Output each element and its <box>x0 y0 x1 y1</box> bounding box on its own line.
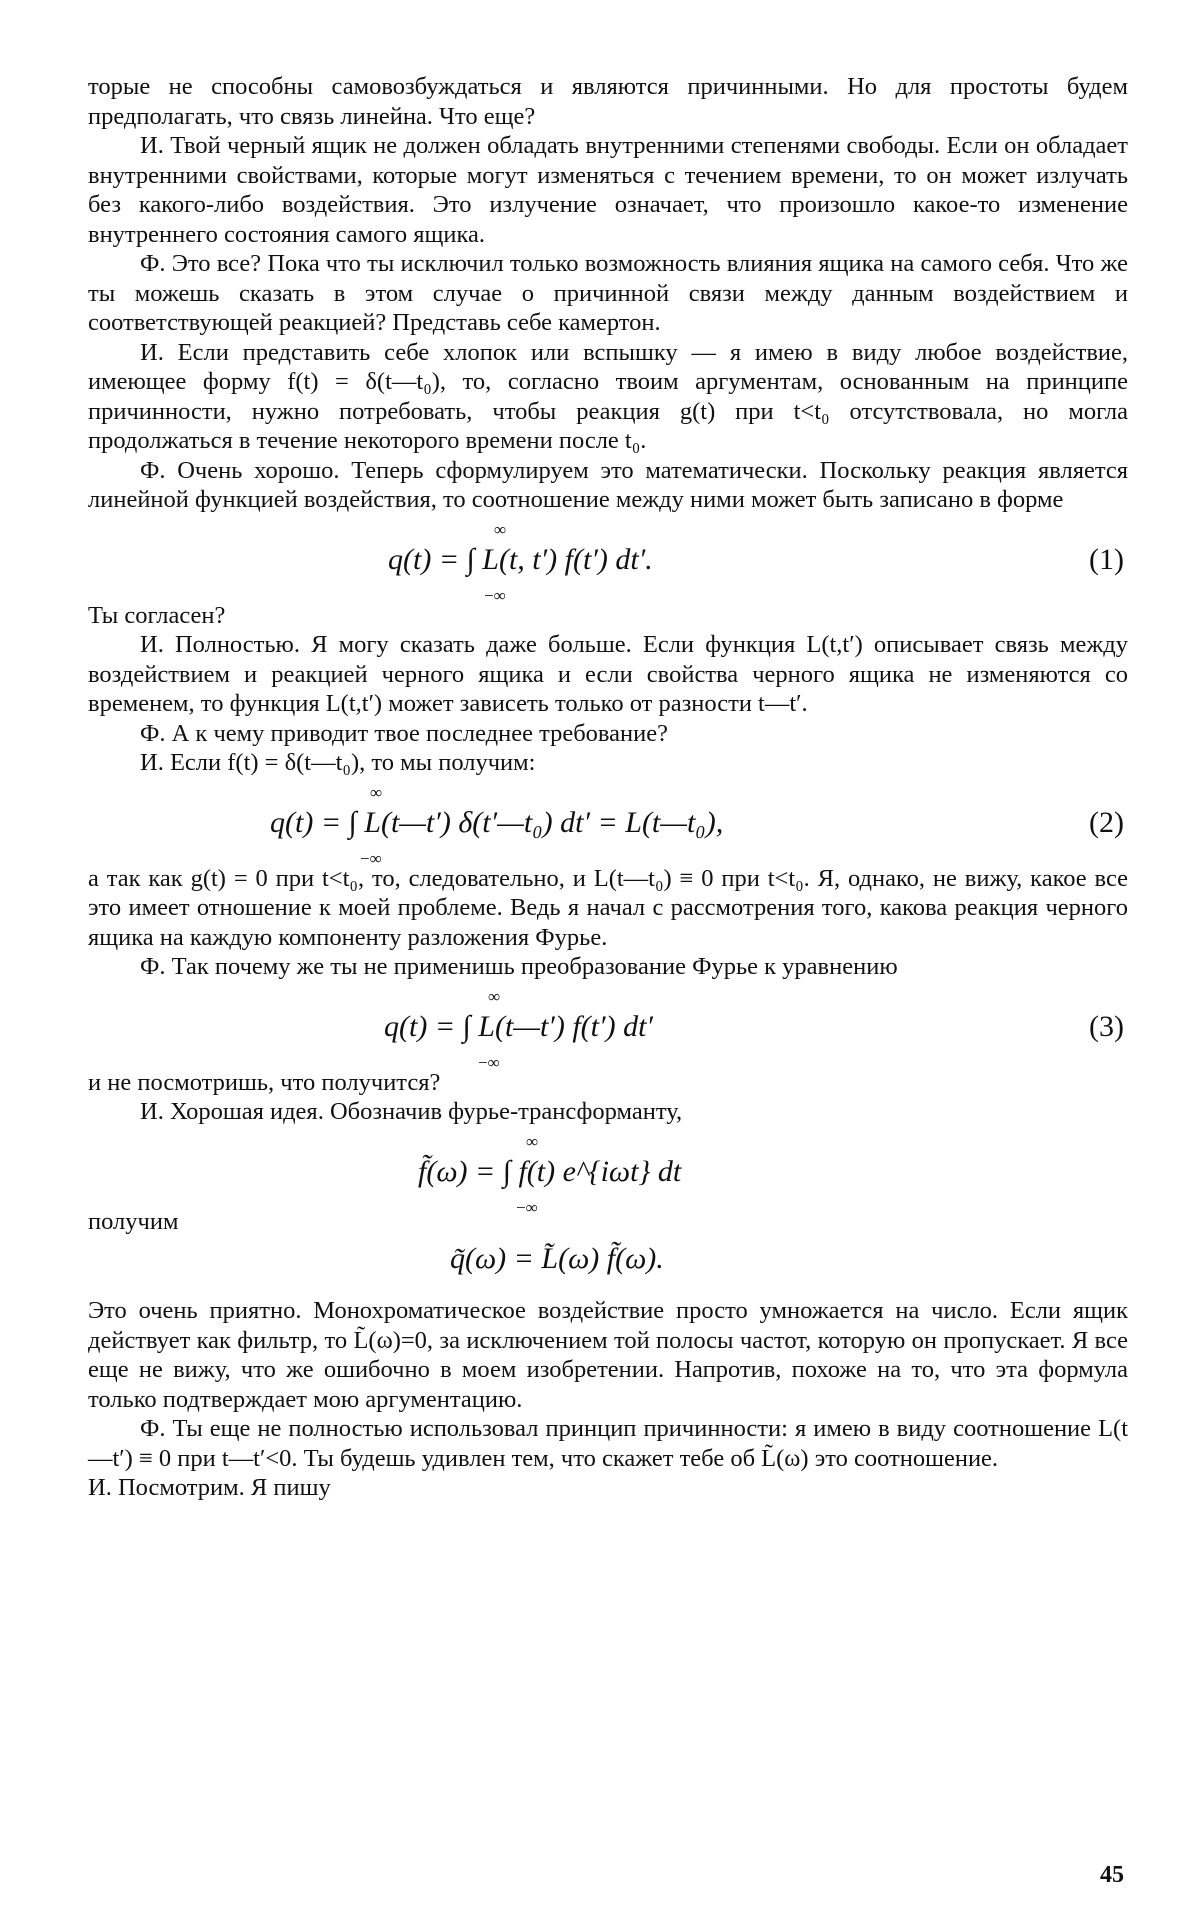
paragraph: Это очень приятно. Монохроматическое воздействие просто умножается на число. Если ящик действует как фильтр, то L̃(ω)=0, за исключением той полосы частот, которую он пропускает. Я все еще не вижу, что же ошибочно в моем изобретении. Напротив, похоже на то, что эта формула только подтверждает мою аргументацию. <box>88 1297 1128 1413</box>
paragraph: И. Полностью. Я могу сказать даже больше. Если функция L(t,t′) описывает связь между воздействием и реакцией черного ящика и если свойства черного ящика не изменяются со временем, то функция L(t,t′) может зависеть только от разности t—t′. <box>88 631 1128 717</box>
equation-3-number: (3) <box>1089 1009 1124 1043</box>
equation-1-body: q(t) = ∫ L(t, t′) f(t′) dt′. <box>388 542 653 576</box>
paragraph: торые не способны самовозбуждаться и являются причинными. Но для простоты будем предполагать, что связь линейна. Что еще? <box>88 73 1128 130</box>
integral-lower-limit: −∞ <box>360 848 382 868</box>
equation-2-body: q(t) = ∫ L(t—t′) δ(t′—t₀) dt′ = L(t—t₀), <box>270 805 724 839</box>
equation-2 <box>88 778 1128 868</box>
integral-upper-limit: ∞ <box>526 1131 539 1151</box>
integral-lower-limit: −∞ <box>516 1197 538 1217</box>
equation-4 <box>88 1127 1128 1217</box>
integral-lower-limit: −∞ <box>478 1052 500 1072</box>
equation-3 <box>88 982 1128 1072</box>
integral-upper-limit: ∞ <box>370 782 383 802</box>
paragraph: а так как g(t) = 0 при t<t₀, то, следовательно, и L(t—t₀) ≡ 0 при t<t₀. Я, однако, не вижу, какое все это имеет отношение к моей проблеме. Ведь я начал с рассмотрения того, какова реакция черного ящика на каждую компоненту разложения Фурье. <box>88 864 1128 951</box>
equation-1-number: (1) <box>1089 542 1124 576</box>
equation-5 <box>88 1236 1128 1296</box>
paragraph: И. Хорошая идея. Обозначив фурье-трансформанту, <box>140 1098 683 1125</box>
paragraph: Ф. Так почему же ты не применишь преобразование Фурье к уравнению <box>140 953 898 980</box>
equation-5-body: q̃(ω) = L̃(ω) f̃(ω). <box>450 1242 664 1275</box>
equation-2-number: (2) <box>1089 805 1124 839</box>
paragraph: Ф. Это все? Пока что ты исключил только возможность влияния ящика на самого себя. Что же ты можешь сказать в этом случае о причинной связи между данным воздействием и соответствующей реакцией? Представь себе камертон. <box>88 250 1128 336</box>
paragraph: И. Твой черный ящик не должен обладать внутренними степенями свободы. Если он обладает внутренними свойствами, которые могут изменяться с течением времени, то он может излучать без какого-либо воздействия. Это излучение означает, что произошло какое-то изменение внутреннего состояния самого ящика. <box>88 132 1128 248</box>
page-number: 45 <box>1100 1862 1124 1888</box>
paragraph: Ф. А к чему приводит твое последнее требование? <box>140 719 669 747</box>
paragraph: И. Если представить себе хлопок или вспышку — я имею в виду любое воздействие, имеющее форму f(t) = δ(t—t₀), то, согласно твоим аргументам, основанным на принципе причинности, нужно потребовать, чтобы реакция g(t) при t<t₀ отсутствовала, но могла продолжаться в течение некоторого времени после t₀. <box>88 338 1128 454</box>
paragraph: Ты согласен? <box>88 601 226 629</box>
integral-upper-limit: ∞ <box>488 986 501 1006</box>
paragraph: И. Если f(t) = δ(t—t₀), то мы получим: <box>140 749 536 776</box>
paragraph: Ф. Ты еще не полностью использовал принцип причинности: я имею в виду соотношение L(t—t′) ≡ 0 при t—t′<0. Ты будешь удивлен тем, что скажет тебе об L̃(ω) это соотношение. <box>88 1415 1128 1472</box>
integral-lower-limit: −∞ <box>484 585 506 605</box>
paragraph: получим <box>88 1207 179 1235</box>
paragraph: И. Посмотрим. Я пишу <box>88 1474 331 1501</box>
paragraph: Ф. Очень хорошо. Теперь сформулируем это математически. Поскольку реакция является линейной функцией воздействия, то соотношение между ними может быть записано в форме <box>88 456 1128 513</box>
integral-upper-limit: ∞ <box>494 519 507 539</box>
equation-1 <box>88 515 1128 605</box>
equation-3-body: q(t) = ∫ L(t—t′) f(t′) dt′ <box>384 1009 653 1043</box>
page-text <box>88 72 1128 1503</box>
paragraph: и не посмотришь, что получится? <box>88 1068 441 1096</box>
equation-4-body: f̃(ω) = ∫ f(t) e^{iωt} dt <box>418 1154 682 1188</box>
